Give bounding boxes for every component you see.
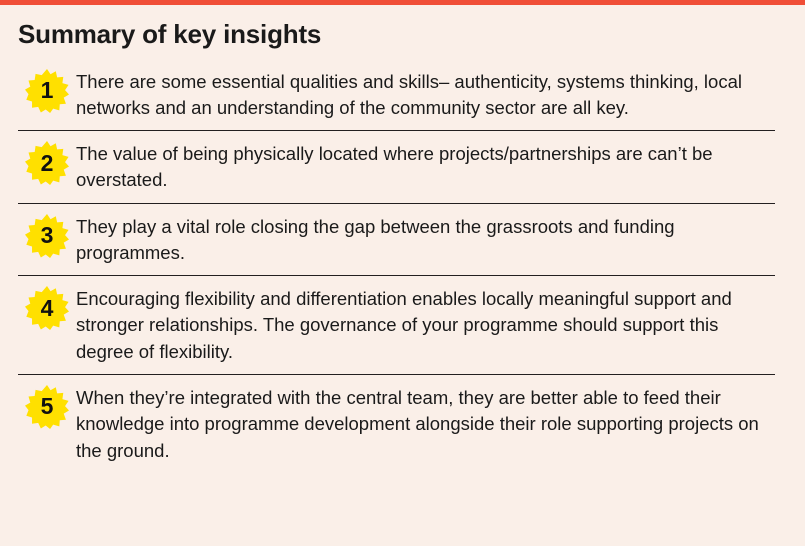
insight-text: Encouraging flexibility and differentiation enables locally meaningful support and stronger relationships. The governance of your programme should support this degree of flexibility. xyxy=(76,288,732,362)
badge-number: 1 xyxy=(40,77,54,104)
list-item xyxy=(18,203,775,276)
page-title: Summary of key insights xyxy=(18,19,322,49)
insight-text: They play a vital role closing the gap between the grassroots and funding programmes. xyxy=(76,215,675,263)
number-badge xyxy=(25,286,69,330)
badge-number: 5 xyxy=(40,393,54,420)
badge-number: 3 xyxy=(40,222,54,249)
badge-cell xyxy=(18,139,76,185)
number-badge xyxy=(25,69,69,113)
list-item xyxy=(18,374,775,473)
number-badge xyxy=(25,141,69,185)
list-item xyxy=(18,275,775,374)
insight-text: There are some essential qualities and skills– authenticity, systems thinking, local networks and an understanding of the community sector are all key. xyxy=(76,70,742,118)
badge-cell xyxy=(18,67,76,113)
insight-text: When they’re integrated with the central team, they are better able to feed their knowledge into programme development alongside their role supporting projects on the ground. xyxy=(76,386,759,461)
number-badge xyxy=(25,385,69,429)
badge-number: 4 xyxy=(40,294,54,321)
list-item xyxy=(18,130,775,203)
badge-cell xyxy=(18,284,76,330)
number-badge xyxy=(25,214,69,258)
badge-cell xyxy=(18,383,76,429)
accent-top-rule xyxy=(0,0,805,5)
insight-text: The value of being physically located where projects/partnerships are can’t be overstated. xyxy=(76,143,713,191)
insight-list xyxy=(18,59,775,473)
list-item xyxy=(18,59,775,131)
badge-number: 2 xyxy=(40,149,54,176)
badge-cell xyxy=(18,212,76,258)
